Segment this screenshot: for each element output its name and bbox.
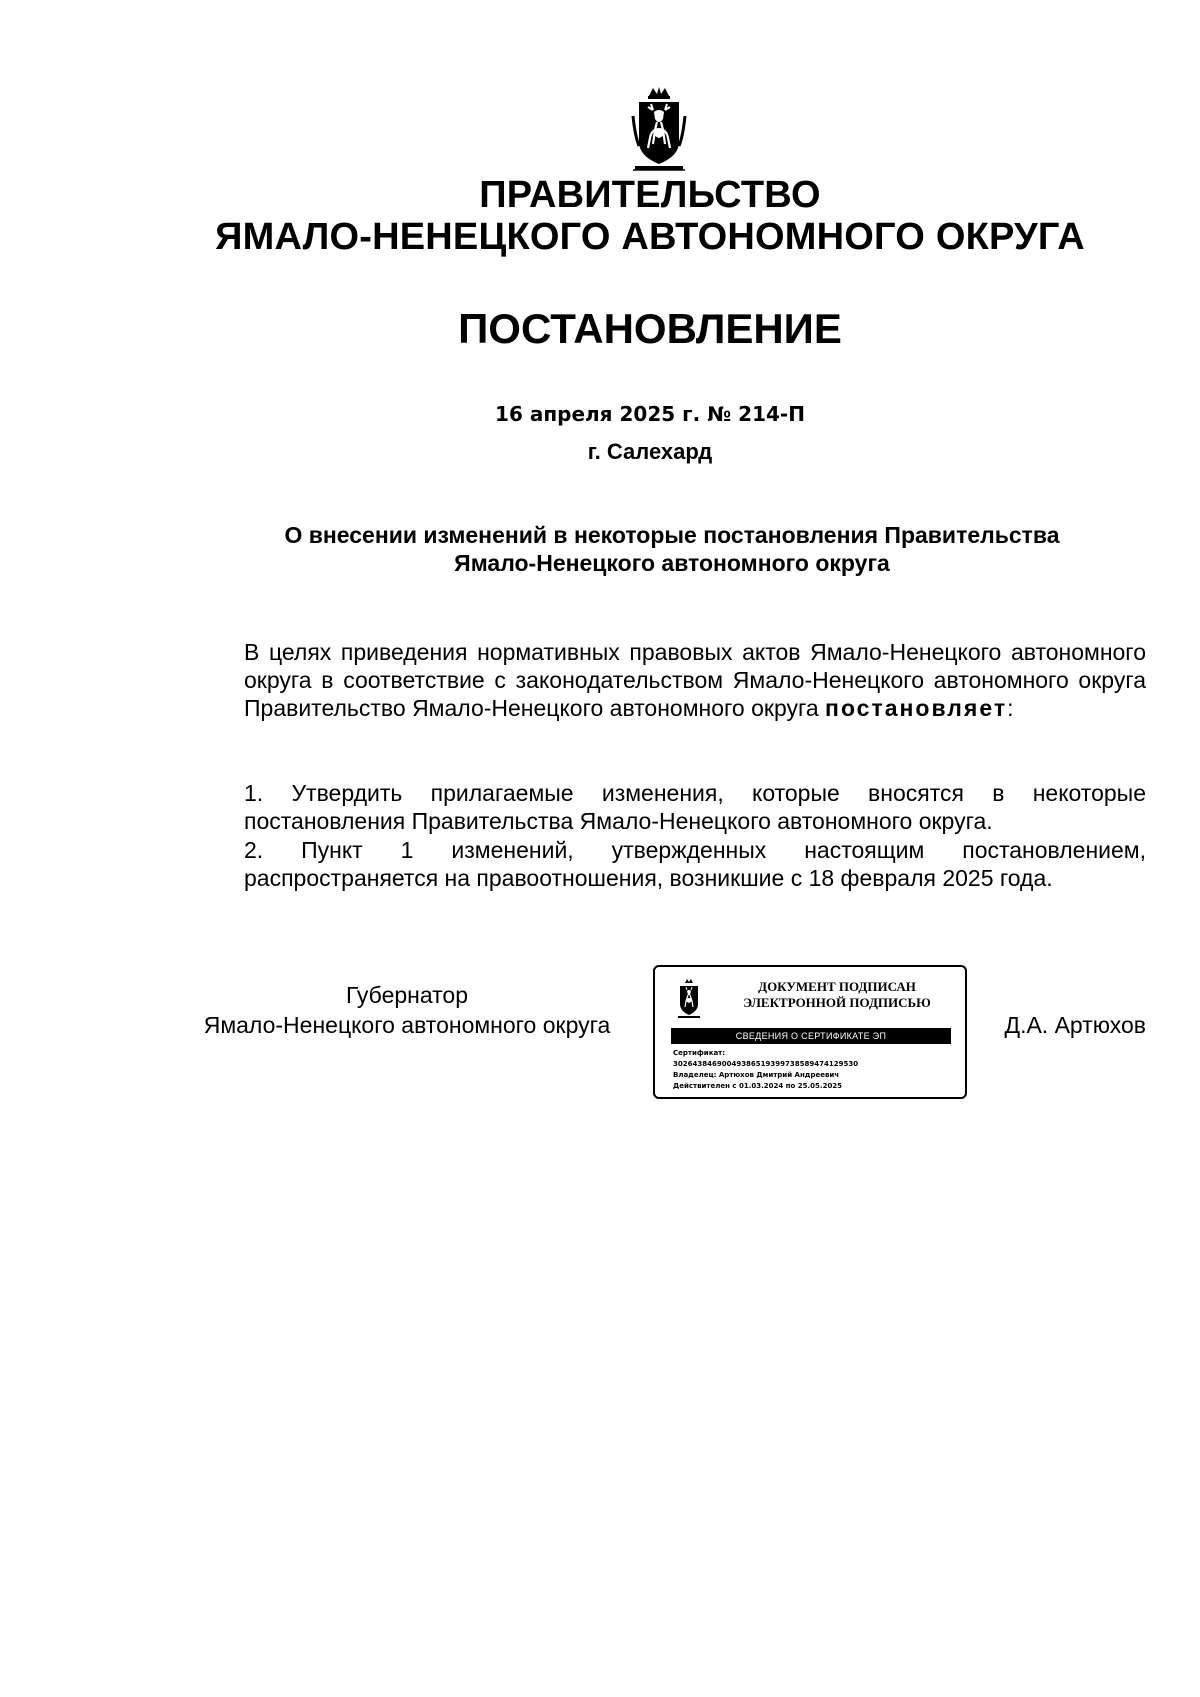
government-title-line1: ПРАВИТЕЛЬСТВО	[479, 174, 821, 216]
stamp-cert-value: 30264384690049386519399738589474129530	[673, 1060, 859, 1068]
document-city: г. Салехард	[587, 439, 713, 464]
electronic-signature-stamp	[653, 965, 967, 1099]
signer-name: Д.А. Артюхов	[1004, 1012, 1146, 1038]
clause-2-text: 2. Пункт 1 изменений, утвержденных настоящим постановлением, распространяется на правоотношения, возникшие с 18 февраля 2025 года.	[244, 837, 1146, 891]
subject-line2: Ямало-Ненецкого автономного округа	[454, 550, 890, 576]
stamp-heading	[715, 979, 959, 1011]
stamp-certificate-bar: СВЕДЕНИЯ О СЕРТИФИКАТЕ ЭП	[671, 1028, 951, 1044]
stamp-owner: Владелец: Артюхов Дмитрий Андреевич	[673, 1071, 840, 1079]
government-title-line2: ЯМАЛО-НЕНЕЦКОГО АВТОНОМНОГО ОКРУГА	[215, 216, 1085, 258]
signer-title-line2: Ямало-Ненецкого автономного округа	[203, 1012, 611, 1038]
stamp-heading-line1: ДОКУМЕНТ ПОДПИСАН	[758, 979, 916, 994]
subject-line1: О внесении изменений в некоторые постановления Правительства	[284, 522, 1060, 548]
clause-1-text: 1. Утвердить прилагаемые изменения, которые вносятся в некоторые постановления Правительства Ямало-Ненецкого автономного округа.	[244, 780, 1146, 834]
preamble-text: В целях приведения нормативных правовых актов Ямало-Ненецкого автономного округа в соответствие с законодательством Ямало-Ненецкого автономного округа Правительство Ямало-Ненецкого автономного округа	[244, 639, 1146, 721]
coat-of-arms-icon	[631, 86, 687, 174]
preamble-paragraph	[172, 638, 1146, 722]
clause-1	[172, 779, 1146, 835]
document-type: ПОСТАНОВЛЕНИЕ	[458, 305, 842, 352]
document-date-number: 16 апреля 2025 г. № 214-П	[495, 402, 805, 426]
decree-colon: :	[1007, 695, 1014, 721]
coat-of-arms-icon	[677, 979, 701, 1019]
stamp-certificate-details	[673, 1048, 959, 1092]
stamp-cert-label: Сертификат:	[673, 1049, 726, 1057]
decree-word: постановляет	[825, 695, 1008, 721]
document-subject	[172, 521, 1172, 577]
signer-title	[172, 980, 642, 1040]
stamp-valid: Действителен с 01.03.2024 по 25.05.2025	[673, 1082, 843, 1090]
clause-2	[172, 836, 1146, 892]
stamp-heading-line2: ЭЛЕКТРОННОЙ ПОДПИСЬЮ	[743, 995, 931, 1010]
signer-title-line1: Губернатор	[345, 982, 469, 1008]
